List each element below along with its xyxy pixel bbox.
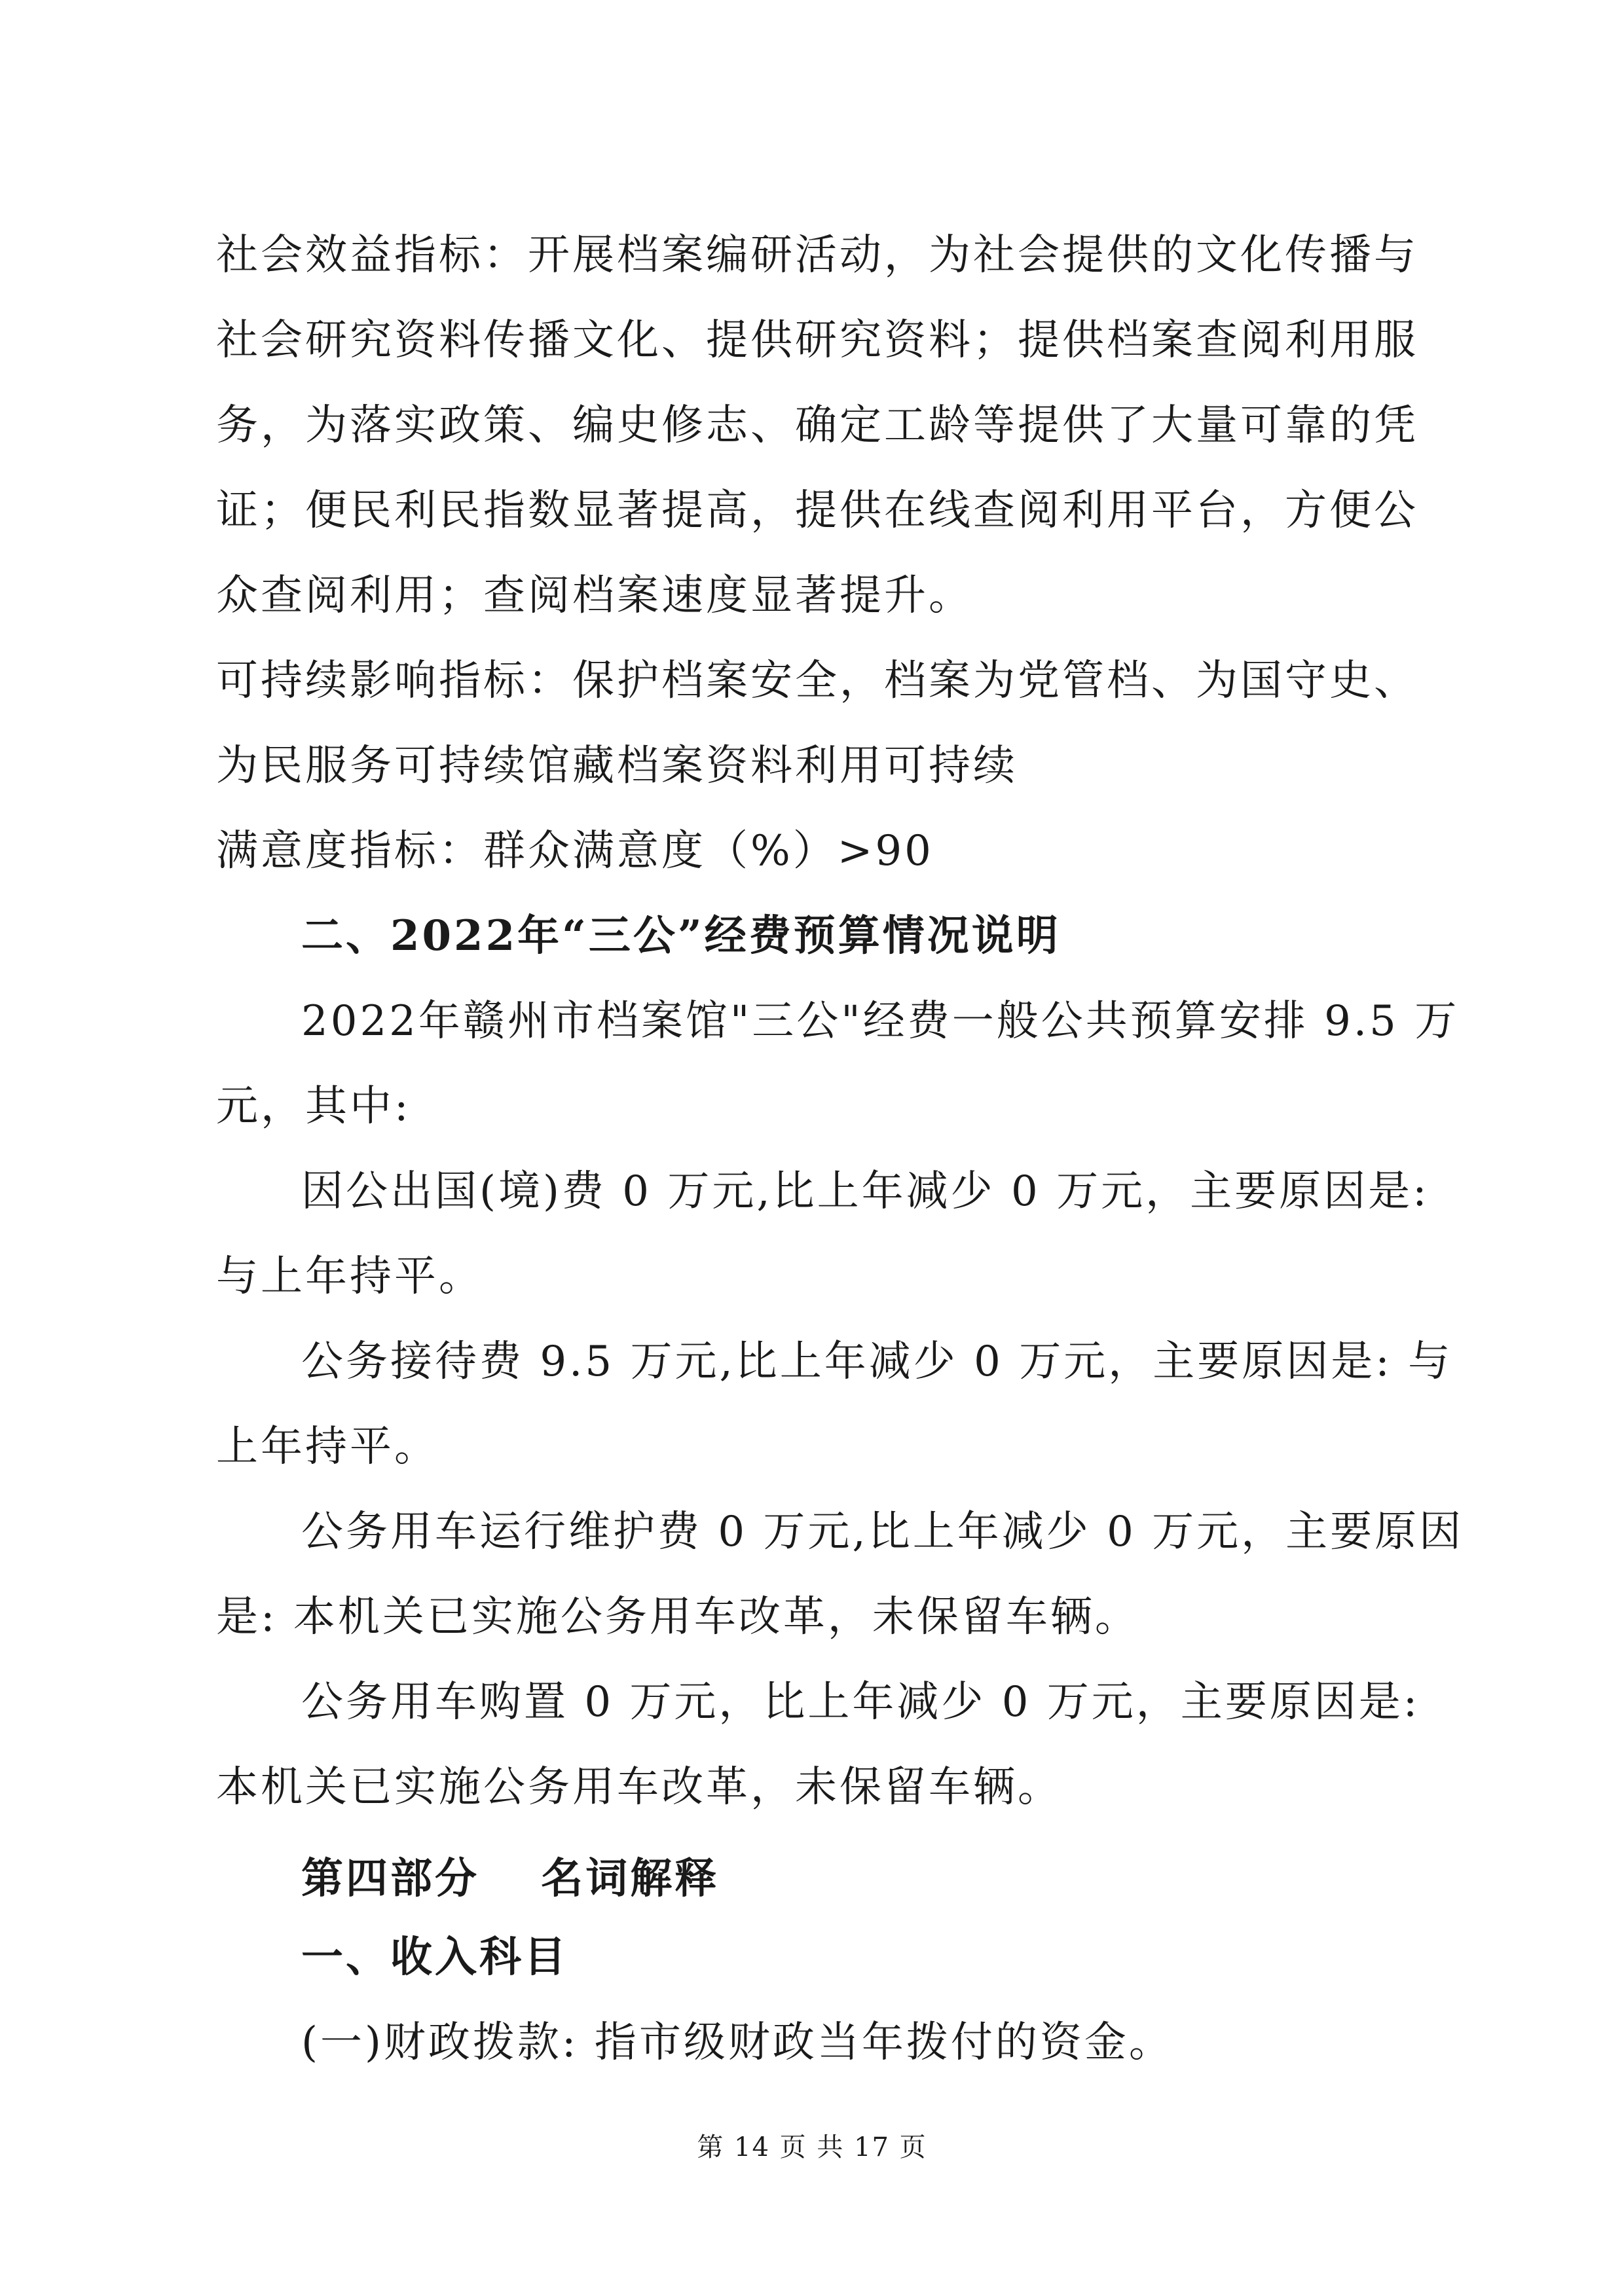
text-line: 公务接待费 9.5 万元,比上年减少 0 万元，主要原因是: 与: [301, 1338, 1453, 1386]
text-line: (一)财政拨款: 指市级财政当年拨付的资金。: [301, 2018, 1173, 2067]
text-line: 为民服务可持续馆藏档案资料利用可持续: [216, 742, 1018, 790]
text-line: 与上年持平。: [216, 1252, 483, 1301]
page-number-footer: 第 14 页 共 17 页: [697, 2132, 927, 2162]
text-line: 务，为落实政策、编史修志、确定工龄等提供了大量可靠的凭: [216, 401, 1418, 450]
text-line: 可持续影响指标：保护档案安全，档案为党管档、为国守史、: [216, 657, 1418, 705]
text-line: 公务用车运行维护费 0 万元,比上年减少 0 万元，主要原因: [301, 1508, 1464, 1556]
part-heading: 第四部分 名词解释: [301, 1854, 720, 1903]
text-line: 社会效益指标：开展档案编研活动，为社会提供的文化传播与: [216, 231, 1418, 280]
text-line: 众查阅利用；查阅档案速度显著提升。: [216, 572, 973, 620]
text-line: 满意度指标：群众满意度（%）>90: [216, 827, 934, 875]
text-line: 上年持平。: [216, 1423, 439, 1471]
section-heading: 二、2022年“三公”经费预算情况说明: [301, 911, 1061, 960]
subsection-heading: 一、收入科目: [301, 1933, 568, 1982]
text-line: 因公出国(境)费 0 万元,比上年减少 0 万元，主要原因是:: [301, 1167, 1430, 1216]
text-line: 2022年赣州市档案馆"三公"经费一般公共预算安排 9.5 万: [301, 997, 1460, 1046]
text-line: 元，其中:: [216, 1082, 411, 1131]
text-line: 社会研究资料传播文化、提供研究资料；提供档案查阅利用服: [216, 316, 1418, 365]
text-line: 公务用车购置 0 万元，比上年减少 0 万元，主要原因是:: [301, 1678, 1420, 1726]
text-line: 本机关已实施公务用车改革，未保留车辆。: [216, 1763, 1062, 1812]
text-line: 证；便民利民指数显著提高，提供在线查阅利用平台，方便公: [216, 486, 1418, 535]
text-line: 是: 本机关已实施公务用车改革，未保留车辆。: [216, 1593, 1139, 1641]
